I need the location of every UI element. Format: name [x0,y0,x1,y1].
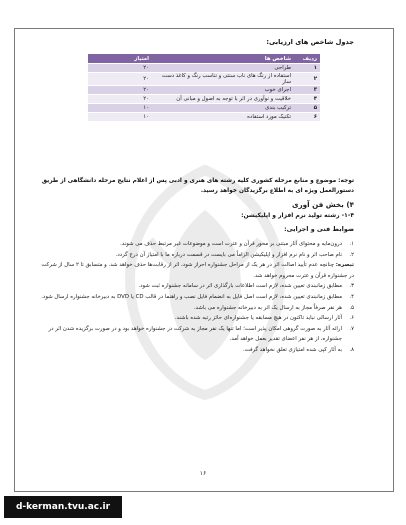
row-criteria: طراحی [152,64,294,73]
row-number: ۵ [294,104,320,113]
table-row [88,95,320,104]
note-label: تبصره: [335,262,354,269]
list-item [38,345,354,356]
list-item [38,250,354,261]
list-item-text: آثار ارسالی نباید تاکنون در هیچ مسابقه یا جشنواره‌ای حائز رتبه شده باشند. [174,315,342,322]
list-item-note [38,260,354,281]
row-criteria: ترکیب بندی [152,104,294,113]
header-score: امتیاز [88,54,152,64]
list-item [38,303,354,314]
row-number: ۳ [294,86,320,95]
page-number: ۱۶ [199,470,207,477]
list-item-number: ۶. [349,315,354,322]
list-item-text: ارائه آثار به صورت گروهی امکان پذیر است؛ اما تنها یک نفر مجاز به شرکت در جشنواره خواهد بود و در صورت برگزیده شدن اثر در جشنواره، از هر نفر اعضای تقدیر بعمل خواهد آمد. [48,325,342,343]
list-item [38,239,354,250]
row-number: ۴ [294,95,320,104]
list-item-text: مطابق زمانبندی تعیین شده، لازم است اصل فایل به انضمام فایل نصب و راهنما در قالب CD یا DVD به دبیرخانه جشنواره ارسال شود. [41,293,342,300]
list-item [38,281,354,292]
evaluation-criteria-table [88,54,320,121]
list-item-number: ۵. [349,304,354,311]
row-score: ۲۰ [88,64,152,73]
list-item-number: ۴. [349,293,354,300]
row-score: ۱۰ [88,104,152,113]
list-item-number: ۲. [349,251,354,258]
row-score: ۲۰ [88,86,152,95]
subsection-heading: ۱-۴- رشته تولید نرم افزار و اپلیکیشن: [241,212,354,219]
list-item-text: به آثار کپی شده امتیازی تعلق نخواهد گرفت. [242,346,342,353]
rules-heading: ضوابط فنی و اجرایی: [284,225,354,233]
list-item-number: ۱. [349,241,354,247]
row-criteria: استفاده از رنگ های ناب سنتی و تناسب رنگ و کاغذ دست ساز [152,73,294,86]
list-item-text: مطابق زمانبندی تعیین شده، لازم است اطلاعات بارگذاری اثر در سامانه جشنواره ثبت شود. [138,283,342,290]
list-item [38,324,354,345]
notice-paragraph: توجه: موضوع و منابع مرحله کشوری کلیه رشته های هنری و ادبی پس از اعلام نتایج مرحله دانشگاهی از طریق دستورالعمل ویژه ای به اطلاع برگزیدگان خواهد رسید. [41,178,354,194]
header-row-number: ردیف [294,54,320,64]
website-link[interactable]: d-kerman.tvu.ac.ir [4,496,122,518]
table-row [88,104,320,113]
table-title: جدول شاخص های ارزیابی: [266,38,354,46]
table-row [88,64,320,73]
list-item-text: هر نفر صرفاً مجاز به ارسال یک اثر به دبیرخانه جشنواره می باشد. [193,304,342,311]
rules-list [38,239,354,356]
list-item-text: نام صاحب اثر و نام نرم افزار و اپلیکیشن الزاماً می بایست در قسمت درباره ما با امتیاز آن درج گردد. [115,251,342,258]
row-criteria: اجرای خوب [152,86,294,95]
list-item-number: ۷. [349,325,354,332]
table-row [88,86,320,95]
table-row [88,113,320,122]
row-criteria: خلاقیت و نوآوری در اثر با توجه به اصول و مبانی آن [152,95,294,104]
list-item [38,292,354,303]
list-item-text: درون‌مایه و محتوای آثار مبتنی بر محور قرآن و عترت است و موضوعات غیر مرتبط حذف می شوند. [120,241,342,247]
row-score: ۲۰ [88,73,152,86]
section-heading: ۴) بخش فن آوری [291,200,354,209]
row-score: ۱۰ [88,113,152,122]
table-header-row [88,54,320,64]
list-item-number: ۸. [349,346,354,353]
row-number: ۶ [294,113,320,122]
table-row [88,73,320,86]
header-criteria: شاخص ها [152,54,294,64]
row-criteria: تکنیک مورد استفاده [152,113,294,122]
list-item-number: ۳. [349,283,354,290]
row-number: ۲ [294,73,320,86]
list-item [38,313,354,324]
list-item-text: چنانچه عدم تأیید اصالت اثر در هر یک از مراحل جشنواره احراز شود، اثر از رقابت‌ها حذف خواهد شد. و متسابق تا ۲ سال از شرکت در جشنواره قرآن و عترت محروم خواهد شد. [41,262,354,279]
row-number: ۱ [294,64,320,73]
row-score: ۲۰ [88,95,152,104]
